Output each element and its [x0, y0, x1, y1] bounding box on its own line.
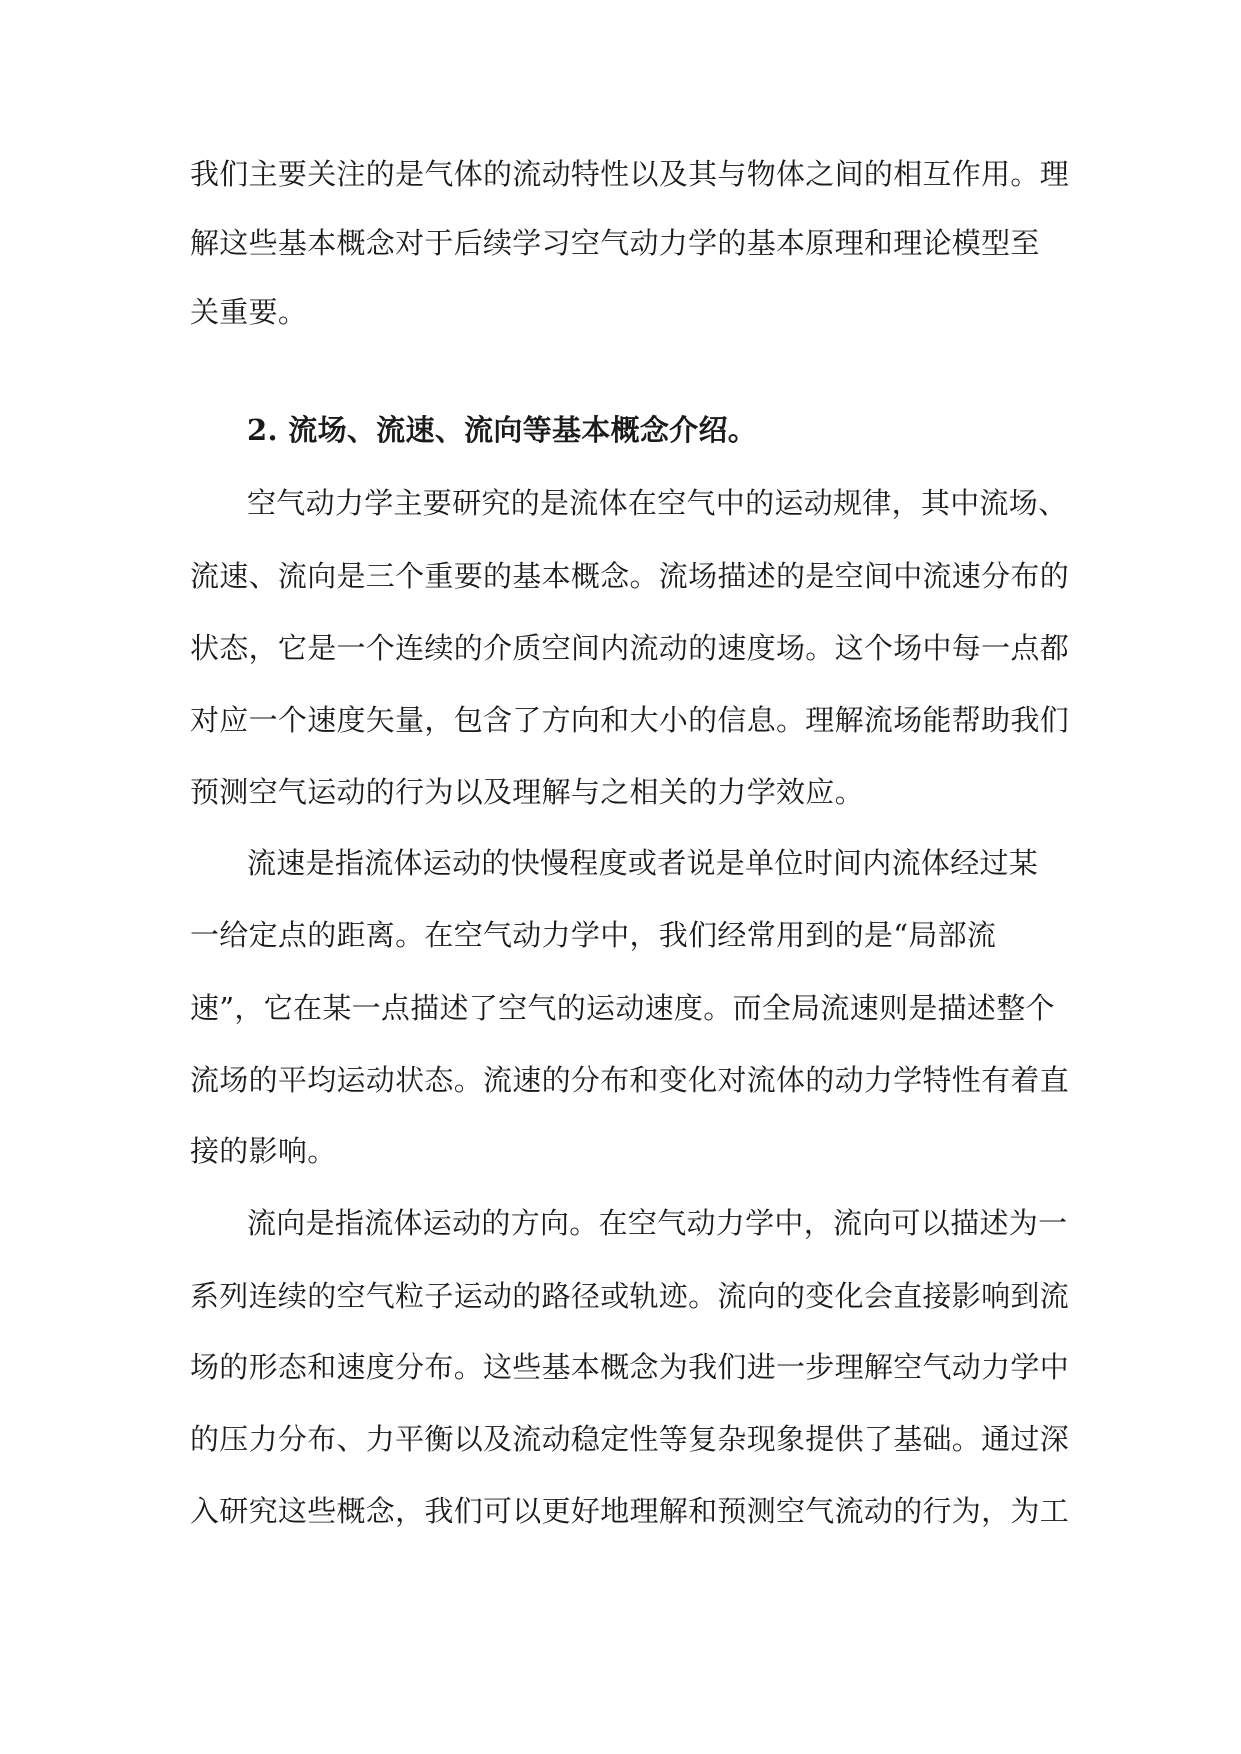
section-heading: 2. 流场、流速、流向等基本概念介绍。	[247, 413, 758, 447]
paragraph-line: 状态，它是一个连续的介质空间内流动的速度场。这个场中每一点都	[190, 631, 1070, 665]
paragraph-line: 流速、流向是三个重要的基本概念。流场描述的是空间中流速分布的	[190, 559, 1070, 593]
paragraph-line: 空气动力学主要研究的是流体在空气中的运动规律，其中流场、	[247, 486, 1068, 520]
paragraph-line: 对应一个速度矢量，包含了方向和大小的信息。理解流场能帮助我们	[190, 703, 1070, 737]
paragraph-line: 预测空气运动的行为以及理解与之相关的力学效应。	[190, 775, 864, 809]
paragraph-line: 解这些基本概念对于后续学习空气动力学的基本原理和理论模型至	[190, 226, 1040, 260]
paragraph-line: 关重要。	[190, 295, 308, 329]
paragraph-line: 入研究这些概念，我们可以更好地理解和预测空气流动的行为，为工	[190, 1494, 1070, 1528]
paragraph-line: 的压力分布、力平衡以及流动稳定性等复杂现象提供了基础。通过深	[190, 1422, 1070, 1456]
paragraph-line: 接的影响。	[190, 1134, 337, 1168]
paragraph-line: 流速是指流体运动的快慢程度或者说是单位时间内流体经过某	[247, 846, 1039, 880]
paragraph-line: 速”，它在某一点描述了空气的运动速度。而全局流速则是描述整个	[190, 991, 1055, 1025]
paragraph-line: 系列连续的空气粒子运动的路径或轨迹。流向的变化会直接影响到流	[190, 1279, 1070, 1313]
paragraph-line: 流场的平均运动状态。流速的分布和变化对流体的动力学特性有着直	[190, 1063, 1070, 1097]
paragraph-line: 流向是指流体运动的方向。在空气动力学中，流向可以描述为一	[247, 1206, 1068, 1240]
paragraph-line: 场的形态和速度分布。这些基本概念为我们进一步理解空气动力学中	[190, 1350, 1070, 1384]
paragraph-line: 一给定点的距离。在空气动力学中，我们经常用到的是“局部流	[190, 918, 997, 952]
paragraph-line: 我们主要关注的是气体的流动特性以及其与物体之间的相互作用。理	[190, 157, 1070, 191]
